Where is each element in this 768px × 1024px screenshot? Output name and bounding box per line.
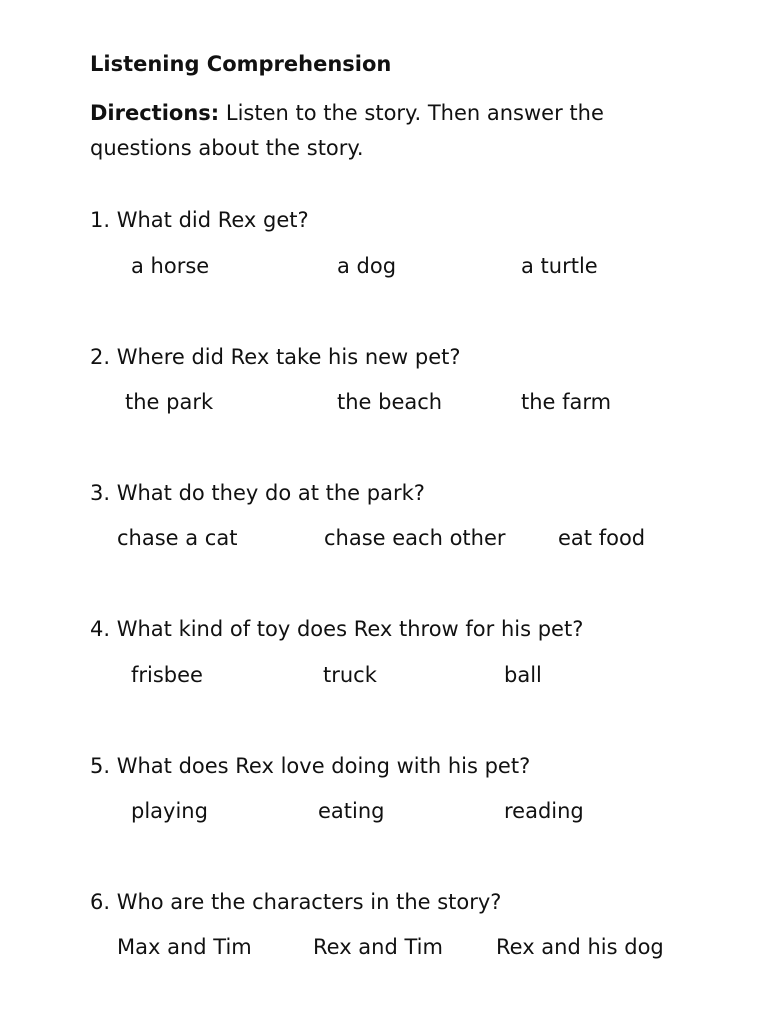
answer-option[interactable]: truck [323, 663, 377, 687]
answer-option[interactable]: chase a cat [117, 526, 238, 550]
answer-option[interactable]: Rex and Tim [313, 935, 443, 959]
question-3: 3. What do they do at the park? [90, 481, 425, 505]
question-5: 5. What does Rex love doing with his pet? [90, 754, 531, 778]
answer-option[interactable]: chase each other [324, 526, 506, 550]
answer-option[interactable]: the farm [521, 390, 612, 414]
question-4: 4. What kind of toy does Rex throw for his pet? [90, 617, 584, 641]
answer-option[interactable]: eat food [558, 526, 646, 550]
directions-label: Directions: [90, 101, 220, 125]
answer-option[interactable]: a turtle [521, 254, 598, 278]
worksheet-title: Listening Comprehension [90, 52, 392, 76]
answer-option[interactable]: the park [125, 390, 214, 414]
answer-option[interactable]: playing [131, 799, 208, 823]
question-2: 2. Where did Rex take his new pet? [90, 345, 461, 369]
directions [90, 96, 650, 166]
answer-option[interactable]: Rex and his dog [496, 935, 664, 959]
answer-option[interactable]: the beach [337, 390, 443, 414]
answer-option[interactable]: frisbee [131, 663, 203, 687]
directions-text: Listen to the story. Then answer the questions about the story. [90, 101, 604, 160]
question-1: 1. What did Rex get? [90, 208, 309, 232]
answer-option[interactable]: ball [504, 663, 542, 687]
answer-option[interactable]: a horse [131, 254, 210, 278]
answer-option[interactable]: reading [504, 799, 584, 823]
answer-option[interactable]: eating [318, 799, 385, 823]
answer-option[interactable]: a dog [337, 254, 397, 278]
question-6: 6. Who are the characters in the story? [90, 890, 502, 914]
answer-option[interactable]: Max and Tim [117, 935, 252, 959]
